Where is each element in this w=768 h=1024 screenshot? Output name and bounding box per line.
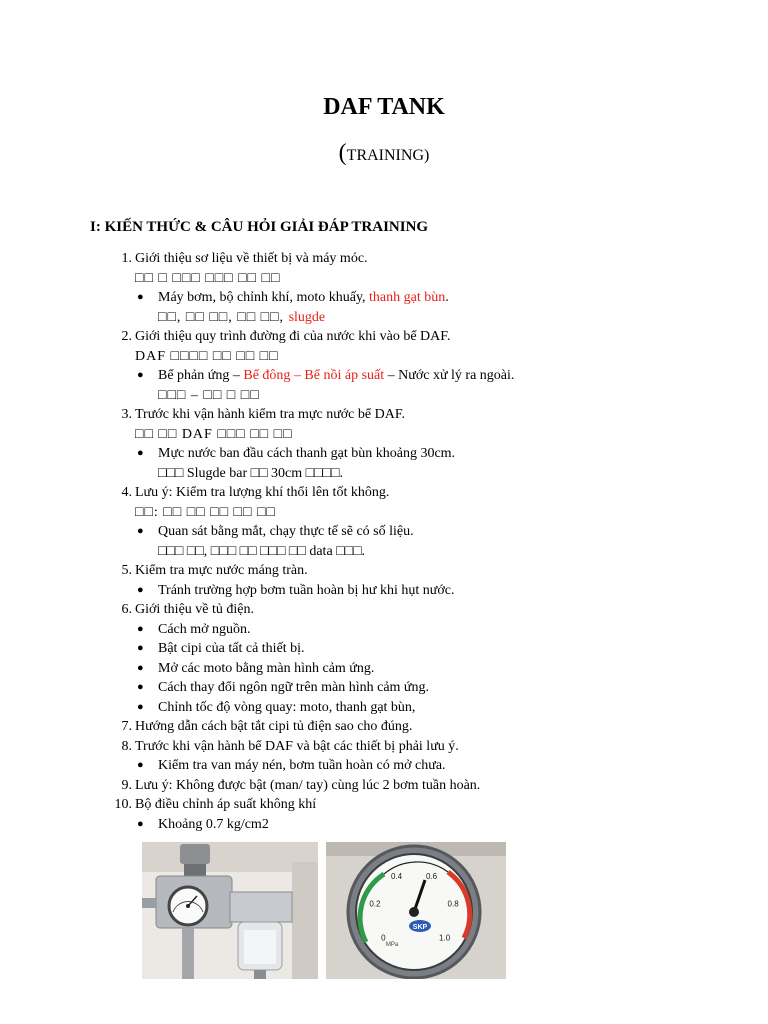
bullet-item <box>135 756 700 776</box>
gauge-unit: MPa <box>385 942 399 948</box>
document-title: DAF TANK <box>323 94 445 120</box>
bullet-icon: ● <box>137 291 144 303</box>
bullet-item <box>135 620 700 640</box>
bullet-text: Máy bơm, bộ chỉnh khí, moto khuấy, <box>158 290 370 305</box>
list-item <box>100 717 700 737</box>
bullet-item <box>135 639 700 659</box>
bullet-text: Bật cipi của tất cả thiết bị. <box>158 641 305 656</box>
regulator-illustration <box>142 842 318 979</box>
item-text: Bộ điều chỉnh áp suất không khí <box>135 797 317 812</box>
bullet-text: Kiểm tra van máy nén, bơm tuần hoàn có mở chưa. <box>158 758 446 773</box>
item-number: 4. <box>121 485 132 500</box>
item-text: Trước khi vận hành kiểm tra mực nước bể DAF. <box>135 407 405 422</box>
list-item <box>100 776 700 796</box>
photo-pressure-gauge <box>326 842 506 979</box>
subtitle-text: TRAINING) <box>346 147 430 164</box>
bullet-text: Mở các moto bằng màn hình cảm ứng. <box>158 660 375 676</box>
item-text: Giới thiệu về tủ điện. <box>135 602 254 617</box>
item-number: 2. <box>121 329 132 344</box>
bullet-highlight: thanh gạt bùn <box>369 290 446 305</box>
numbered-list <box>100 249 700 834</box>
bullet-icon: ● <box>137 622 144 635</box>
bullet-item <box>135 288 700 308</box>
bullet-subtext: □□□ □□, □□□ □□ □□□ □□ data □□□. <box>158 543 366 559</box>
item-number: 8. <box>121 738 132 754</box>
item-number: 6. <box>121 602 132 617</box>
list-item <box>100 795 700 834</box>
item-korean-text: □□ □ □□□ □□□ □□ □□ <box>135 270 281 286</box>
bullet-icon: ● <box>137 661 144 674</box>
gauge-brand: SKP <box>412 924 428 931</box>
gauge-hub <box>409 907 419 917</box>
item-number: 9. <box>121 777 132 793</box>
bullet-text: Quan sát bằng mắt, chạy thực tế sẽ có số liệu. <box>158 524 414 539</box>
bullet-text: Tránh trường hợp bơm tuần hoàn bị hư khi hụt nước. <box>158 582 455 598</box>
photo-pressure-regulator <box>142 842 318 979</box>
bullet-text: Cách mở nguồn. <box>158 621 251 637</box>
bullet-item <box>135 366 700 386</box>
list-item <box>100 600 700 717</box>
subtitle-paren: ( <box>338 140 347 166</box>
bullet-item <box>135 815 700 835</box>
bullet-subtext: □□□ – □□ □ □□ <box>158 387 260 403</box>
bullet-text: Khoảng 0.7 kg/cm2 <box>158 816 269 832</box>
list-item <box>100 327 700 405</box>
bullet-item <box>135 659 700 679</box>
gauge-tick-label: 0.2 <box>369 899 381 909</box>
bullet-item <box>135 698 700 718</box>
bullet-icon: ● <box>137 700 144 713</box>
item-number: 5. <box>121 563 132 578</box>
item-number: 1. <box>121 251 132 266</box>
bullet-text: Bể phản ứng – <box>158 368 244 383</box>
subtext-highlight: slugde <box>288 309 326 325</box>
bullet-subtext <box>135 308 700 328</box>
bullet-item <box>135 522 700 542</box>
bullet-icon: ● <box>137 642 144 654</box>
item-number: 3. <box>121 407 132 422</box>
bullet-item <box>135 581 700 601</box>
gauge-tick-label: 0.4 <box>390 872 403 881</box>
item-number: 10. <box>114 797 132 812</box>
list-item <box>100 249 700 327</box>
item-text: Lưu ý: Kiểm tra lượng khí thổi lên tốt không. <box>135 485 390 500</box>
list-item <box>100 737 700 776</box>
item-text: Kiểm tra mực nước máng tràn. <box>135 563 308 578</box>
item-text: Hướng dẫn cách bật tắt cipi tủ điện sao cho đúng. <box>135 719 413 734</box>
bullet-subtext: □□□ Slugde bar □□ 30cm □□□□. <box>158 465 343 481</box>
item-korean-text: □□: □□ □□ □□ □□ □□ <box>135 504 276 520</box>
subtext-korean: □□, □□ □□, □□ □□, <box>158 309 289 325</box>
bullet-text: Chỉnh tốc độ vòng quay: moto, thanh gạt bùn, <box>158 699 416 715</box>
bullet-icon: ● <box>137 759 144 771</box>
item-text: Lưu ý: Không được bật (man/ tay) cùng lúc 2 bơm tuần hoàn. <box>135 777 481 793</box>
item-number: 7. <box>121 719 132 734</box>
gauge-tick-label: 0 <box>381 933 386 943</box>
bullet-highlight: Bể đông – Bể nồi áp suất <box>243 368 385 383</box>
item-korean-text: DAF □□□□ □□ □□ □□ <box>135 348 279 364</box>
bullet-icon: ● <box>137 447 144 459</box>
gauge-tick-label: 0.8 <box>447 899 459 909</box>
item-text: Giới thiệu sơ liệu về thiết bị và máy móc. <box>135 251 368 266</box>
gauge-illustration <box>326 842 506 979</box>
item-text: Trước khi vận hành bể DAF và bật các thiết bị phải lưu ý. <box>135 738 459 754</box>
bullet-text: Cách thay đổi ngôn ngữ trên màn hình cảm ứng. <box>158 680 430 695</box>
document-subtitle <box>0 140 768 167</box>
bullet-icon: ● <box>137 681 144 693</box>
list-item <box>100 483 700 561</box>
bullet-icon: ● <box>137 583 144 596</box>
section-heading: I: KIẾN THỨC & CÂU HỎI GIẢI ĐÁP TRAINING <box>90 219 429 235</box>
bullet-item <box>135 678 700 698</box>
bullet-text-end: . <box>445 290 449 305</box>
item-text: Giới thiệu quy trình đường đi của nước khi vào bể DAF. <box>135 329 451 344</box>
bullet-text-end: – Nước xử lý ra ngoài. <box>384 368 515 383</box>
bullet-icon: ● <box>137 369 144 381</box>
bullet-icon: ● <box>137 525 144 537</box>
list-item <box>100 405 700 483</box>
bullet-text: Mực nước ban đầu cách thanh gạt bùn khoảng 30cm. <box>158 446 456 461</box>
item-korean-text: □□ □□ DAF □□□ □□ □□ <box>135 426 293 442</box>
gauge-tick-label: 0.6 <box>425 872 438 881</box>
bullet-icon: ● <box>137 817 144 830</box>
list-item <box>100 561 700 600</box>
gauge-tick-label: 1.0 <box>439 933 451 943</box>
bullet-item <box>135 444 700 464</box>
